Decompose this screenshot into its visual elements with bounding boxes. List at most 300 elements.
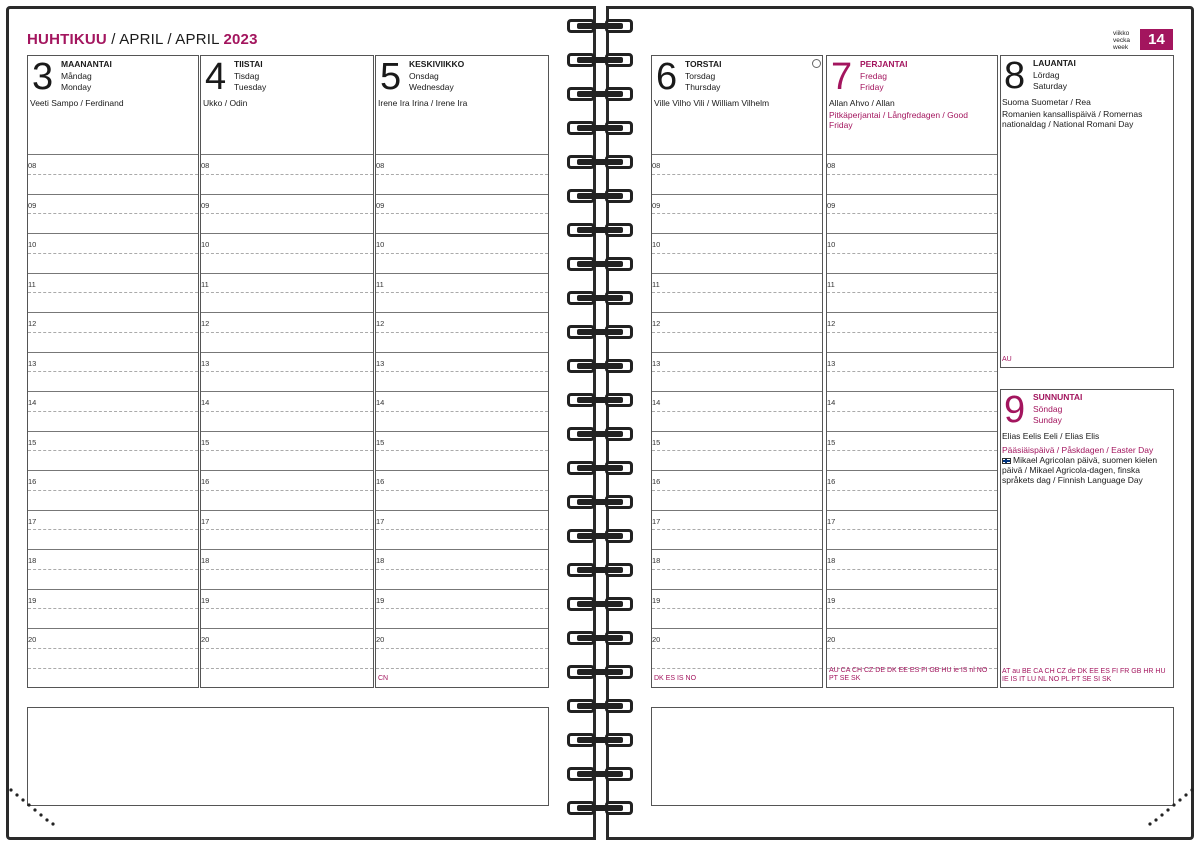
half-hour-line <box>652 213 822 214</box>
hour-label: 17 <box>28 516 37 526</box>
hour-slot[interactable] <box>28 628 198 668</box>
hour-line <box>28 391 198 392</box>
hour-slot[interactable] <box>28 470 198 510</box>
half-hour-line <box>201 450 373 451</box>
half-hour-line <box>28 332 198 333</box>
hour-label: 15 <box>28 437 37 447</box>
country-flags: AU CA CH CZ DE DK EE ES FI GB HU ie IS nl NO PT SE SK <box>829 667 988 682</box>
hour-slot[interactable] <box>201 549 373 589</box>
corner-perforation-right <box>1135 786 1195 826</box>
hour-line <box>28 352 198 353</box>
hour-line <box>652 194 822 195</box>
hour-slot[interactable] <box>827 470 997 510</box>
hour-label: 12 <box>376 319 385 328</box>
hour-slot[interactable] <box>376 589 548 629</box>
half-hour-line <box>827 529 997 530</box>
country-flags: DK ES IS NO <box>654 675 697 682</box>
hour-line <box>652 549 822 550</box>
day-name-sv: Tisdag <box>234 70 260 81</box>
day-name-fi: TORSTAI <box>685 59 722 69</box>
name-day: Elias Eelis Eeli / Elias Elis <box>1002 431 1100 441</box>
half-hour-line <box>652 174 822 175</box>
hour-slot[interactable] <box>28 549 198 589</box>
half-hour-line <box>376 450 548 451</box>
hour-slot[interactable] <box>201 431 373 471</box>
day-name-sv: Lördag <box>1033 69 1060 80</box>
half-hour-line <box>28 450 198 451</box>
half-hour-line <box>376 608 548 609</box>
hour-slot[interactable] <box>827 194 997 234</box>
hour-slot[interactable] <box>28 589 198 629</box>
hour-label: 18 <box>376 556 385 565</box>
day-column-thursday <box>651 55 823 688</box>
hour-label: 16 <box>827 477 836 486</box>
binder-ring <box>567 87 633 101</box>
week-label-en: week <box>1113 44 1129 51</box>
observance-text <box>1002 455 1170 485</box>
hour-slot[interactable] <box>28 312 198 352</box>
hour-label: 16 <box>201 477 210 486</box>
hour-label: 11 <box>652 279 660 289</box>
hour-line <box>376 668 548 669</box>
half-hour-line <box>827 371 997 372</box>
hour-label: 13 <box>28 358 37 368</box>
hour-slot[interactable] <box>652 273 822 313</box>
hour-label: 09 <box>376 200 385 210</box>
observance-label: Mikael Agricolan päivä, suomen kielen päivä / Mikael Agricola-dagen, finska språkets dag / Finnish Language Day <box>1002 455 1158 485</box>
day-name-fi: TIISTAI <box>234 59 263 69</box>
binder-ring <box>567 121 633 135</box>
hour-slot[interactable] <box>652 549 822 589</box>
binder-ring <box>567 291 633 305</box>
hour-label: 19 <box>376 595 385 605</box>
hour-line <box>827 233 997 234</box>
hour-slot[interactable] <box>376 194 548 234</box>
hour-label: 12 <box>827 319 836 328</box>
hour-slot[interactable] <box>827 391 997 431</box>
hour-slot[interactable] <box>376 470 548 510</box>
hour-line <box>376 391 548 392</box>
hour-slot[interactable] <box>652 154 822 194</box>
half-hour-line <box>28 648 198 649</box>
half-hour-line <box>652 450 822 451</box>
hour-line <box>376 312 548 313</box>
name-day: Suoma Suometar / Rea <box>1002 97 1091 107</box>
hour-line <box>201 549 373 550</box>
hour-line <box>201 194 373 195</box>
day-name-sv: Onsdag <box>409 70 439 81</box>
week-label-fi: viikko <box>1113 30 1130 37</box>
hour-line <box>28 154 198 155</box>
hour-line <box>201 628 373 629</box>
hour-line <box>28 194 198 195</box>
observance-text: Romanien kansallispäivä / Romernas nationaldag / National Romani Day <box>1002 109 1143 129</box>
hour-slot[interactable] <box>201 194 373 234</box>
hour-line <box>652 431 822 432</box>
half-hour-line <box>376 648 548 649</box>
hour-label: 11 <box>28 279 36 289</box>
sunday-content <box>1000 389 1174 688</box>
hour-line <box>652 352 822 353</box>
saturday-content <box>1000 55 1174 368</box>
day-number: 9 <box>1004 389 1026 431</box>
hour-label: 08 <box>652 161 661 170</box>
day-names <box>409 59 464 94</box>
half-hour-line <box>28 371 198 372</box>
hour-slot[interactable] <box>652 391 822 431</box>
notes-box-right[interactable] <box>651 707 1174 806</box>
hour-label: 19 <box>827 595 836 605</box>
hour-line <box>28 470 198 471</box>
day-name-sv: Måndag <box>61 70 92 81</box>
hour-slot[interactable] <box>28 233 198 273</box>
hour-slot[interactable] <box>652 510 822 550</box>
binder-ring <box>567 427 633 441</box>
hour-label: 14 <box>827 398 836 407</box>
hour-slot[interactable] <box>652 589 822 629</box>
hour-line <box>28 510 198 511</box>
half-hour-line <box>827 332 997 333</box>
hour-label: 17 <box>201 516 210 526</box>
hour-label: 18 <box>652 556 661 565</box>
half-hour-line <box>376 529 548 530</box>
hour-label: 20 <box>652 635 661 644</box>
day-column-wednesday <box>375 55 549 688</box>
hour-label: 09 <box>28 200 37 210</box>
hour-slot[interactable] <box>376 352 548 392</box>
hour-slot[interactable] <box>376 549 548 589</box>
hour-line <box>28 312 198 313</box>
half-hour-line <box>827 253 997 254</box>
binder-ring <box>567 393 633 407</box>
hour-slot[interactable] <box>827 589 997 629</box>
hour-slot[interactable] <box>376 628 548 668</box>
hour-slot[interactable] <box>28 391 198 431</box>
country-flags: AU <box>1002 356 1012 363</box>
day-column-monday <box>27 55 199 688</box>
binder-ring <box>567 801 633 815</box>
name-day: Veeti Sampo / Ferdinand <box>30 98 124 108</box>
day-names <box>1033 58 1076 93</box>
hour-slot[interactable] <box>201 628 373 668</box>
half-hour-line <box>376 213 548 214</box>
hour-line <box>827 628 997 629</box>
hour-line <box>201 233 373 234</box>
hour-label: 09 <box>652 200 661 210</box>
day-names <box>1033 392 1082 427</box>
half-hour-line <box>652 529 822 530</box>
half-hour-line <box>652 371 822 372</box>
hour-line <box>201 154 373 155</box>
hour-label: 08 <box>28 161 37 170</box>
binder-ring <box>567 767 633 781</box>
half-hour-line <box>201 253 373 254</box>
half-hour-line <box>652 490 822 491</box>
hour-label: 15 <box>652 437 661 447</box>
country-flags: CN <box>378 675 389 682</box>
hour-slot[interactable] <box>376 312 548 352</box>
hour-label: 08 <box>827 161 836 170</box>
hour-slot[interactable] <box>652 352 822 392</box>
half-hour-line <box>201 213 373 214</box>
hour-label: 16 <box>28 477 37 486</box>
month-other-languages: / APRIL / APRIL <box>106 31 224 48</box>
hour-label: 14 <box>201 398 210 407</box>
half-hour-line <box>376 371 548 372</box>
hour-line <box>201 510 373 511</box>
hour-label: 16 <box>376 477 385 486</box>
half-hour-line <box>827 490 997 491</box>
hour-slot[interactable] <box>827 352 997 392</box>
half-hour-line <box>376 332 548 333</box>
day-name-en: Saturday <box>1033 81 1068 91</box>
hour-line <box>827 549 997 550</box>
half-hour-line <box>28 213 198 214</box>
half-hour-line <box>652 411 822 412</box>
half-hour-line <box>652 332 822 333</box>
binder-ring <box>567 223 633 237</box>
hour-slot[interactable] <box>201 391 373 431</box>
hour-label: 20 <box>827 635 836 644</box>
half-hour-line <box>827 213 997 214</box>
hour-line <box>376 589 548 590</box>
day-name-sv: Torsdag <box>685 70 716 81</box>
hour-label: 16 <box>652 477 661 486</box>
day-names <box>234 59 266 94</box>
day-number: 8 <box>1004 55 1026 97</box>
hour-slot[interactable] <box>652 470 822 510</box>
hour-slot[interactable] <box>28 273 198 313</box>
hour-label: 09 <box>827 200 836 210</box>
day-name-en: Sunday <box>1033 415 1062 425</box>
hour-line <box>827 431 997 432</box>
hour-label: 10 <box>28 240 37 249</box>
hour-slot[interactable] <box>652 233 822 273</box>
hour-line <box>201 589 373 590</box>
hour-line <box>652 628 822 629</box>
hour-line <box>827 589 997 590</box>
hour-line <box>376 470 548 471</box>
half-hour-line <box>376 253 548 254</box>
name-day: Ville Vilho Vili / William Vilhelm <box>654 98 770 108</box>
day-name-fi: MAANANTAI <box>61 59 112 69</box>
half-hour-line <box>827 569 997 570</box>
hour-line <box>652 312 822 313</box>
hour-line <box>652 273 822 274</box>
hour-label: 14 <box>28 398 37 407</box>
day-box-saturday <box>1000 55 1174 368</box>
hour-slot[interactable] <box>201 312 373 352</box>
hour-label: 15 <box>376 437 385 447</box>
hour-slot[interactable] <box>28 352 198 392</box>
hour-slot[interactable] <box>652 312 822 352</box>
day-name-fi: PERJANTAI <box>860 59 908 69</box>
hour-label: 18 <box>827 556 836 565</box>
hour-line <box>827 273 997 274</box>
hour-line <box>652 154 822 155</box>
hour-slot[interactable] <box>827 233 997 273</box>
binder-ring <box>567 257 633 271</box>
hour-line <box>201 273 373 274</box>
hour-slot[interactable] <box>376 431 548 471</box>
hour-line <box>827 352 997 353</box>
binder-ring <box>567 53 633 67</box>
day-number: 3 <box>32 56 54 98</box>
binder-ring <box>567 461 633 475</box>
hour-slot[interactable] <box>376 154 548 194</box>
day-column-tuesday <box>200 55 374 688</box>
hour-line <box>376 510 548 511</box>
hour-slot[interactable] <box>201 154 373 194</box>
half-hour-line <box>28 608 198 609</box>
hour-line <box>376 233 548 234</box>
hour-line <box>827 510 997 511</box>
binder-ring <box>567 563 633 577</box>
hour-slot[interactable] <box>201 510 373 550</box>
binder-ring <box>567 631 633 645</box>
hour-label: 20 <box>376 635 385 644</box>
hour-line <box>827 312 997 313</box>
hour-line <box>28 431 198 432</box>
hour-line <box>827 391 997 392</box>
hour-label: 19 <box>652 595 661 605</box>
half-hour-line <box>652 292 822 293</box>
half-hour-line <box>827 411 997 412</box>
hour-label: 15 <box>827 437 836 447</box>
year: 2023 <box>223 31 258 48</box>
hour-label: 10 <box>376 240 385 249</box>
hour-line <box>652 470 822 471</box>
hour-slot[interactable] <box>827 273 997 313</box>
hour-label: 17 <box>376 516 385 526</box>
hour-line <box>827 154 997 155</box>
hour-line <box>201 391 373 392</box>
binder-ring <box>567 529 633 543</box>
hour-label: 10 <box>827 240 836 249</box>
hour-slot[interactable] <box>827 549 997 589</box>
hour-label: 20 <box>201 635 210 644</box>
hour-slot[interactable] <box>827 431 997 471</box>
hour-label: 14 <box>376 398 385 407</box>
binder-ring <box>567 325 633 339</box>
half-hour-line <box>201 174 373 175</box>
week-label-sv: vecka <box>1113 37 1130 44</box>
hour-slot[interactable] <box>28 154 198 194</box>
hour-line <box>652 589 822 590</box>
day-names <box>860 59 908 94</box>
month-header <box>27 31 258 48</box>
hour-slot[interactable] <box>201 352 373 392</box>
hour-slot[interactable] <box>201 589 373 629</box>
hour-line <box>827 470 997 471</box>
hour-line <box>827 194 997 195</box>
half-hour-line <box>201 371 373 372</box>
hour-slot[interactable] <box>827 510 997 550</box>
hour-slot[interactable] <box>28 431 198 471</box>
hour-line <box>376 352 548 353</box>
day-name-sv: Fredag <box>860 70 887 81</box>
hour-label: 15 <box>201 437 210 447</box>
hour-slot[interactable] <box>201 470 373 510</box>
hour-slot[interactable] <box>652 628 822 668</box>
half-hour-line <box>28 490 198 491</box>
hour-slot[interactable] <box>827 154 997 194</box>
hour-slot[interactable] <box>28 510 198 550</box>
half-hour-line <box>376 174 548 175</box>
hour-slot[interactable] <box>376 391 548 431</box>
half-hour-line <box>376 411 548 412</box>
day-name-en: Friday <box>860 82 884 92</box>
hour-slot[interactable] <box>376 510 548 550</box>
hour-slot[interactable] <box>652 431 822 471</box>
day-names <box>61 59 112 94</box>
day-name-en: Wednesday <box>409 82 454 92</box>
hour-line <box>28 589 198 590</box>
name-day: Ukko / Odin <box>203 98 248 108</box>
hour-line <box>201 668 373 669</box>
notes-box-left[interactable] <box>27 707 549 806</box>
day-box-sunday <box>1000 389 1174 688</box>
hour-line <box>28 549 198 550</box>
half-hour-line <box>376 292 548 293</box>
hour-line <box>28 233 198 234</box>
hour-label: 08 <box>201 161 210 170</box>
hour-slot[interactable] <box>201 273 373 313</box>
half-hour-line <box>376 490 548 491</box>
hour-line <box>376 194 548 195</box>
hour-label: 11 <box>376 279 384 289</box>
hour-label: 18 <box>201 556 210 565</box>
name-day: Irene Ira Irina / Irene Ira <box>378 98 468 108</box>
half-hour-line <box>201 292 373 293</box>
day-column-friday <box>826 55 998 688</box>
hour-slot[interactable] <box>28 194 198 234</box>
half-hour-line <box>376 569 548 570</box>
half-hour-line <box>652 648 822 649</box>
day-name-en: Monday <box>61 82 92 92</box>
half-hour-line <box>28 529 198 530</box>
half-hour-line <box>201 411 373 412</box>
day-name-fi: SUNNUNTAI <box>1033 392 1083 402</box>
binder-ring <box>567 495 633 509</box>
hour-line <box>201 431 373 432</box>
hour-label: 08 <box>376 161 385 170</box>
day-number: 4 <box>205 56 227 98</box>
binder-ring <box>567 733 633 747</box>
hour-label: 09 <box>201 200 210 210</box>
hour-slot[interactable] <box>827 628 997 668</box>
half-hour-line <box>827 292 997 293</box>
day-names <box>685 59 722 94</box>
hour-line <box>201 312 373 313</box>
corner-perforation-left <box>8 786 68 826</box>
half-hour-line <box>28 174 198 175</box>
hour-slot[interactable] <box>652 194 822 234</box>
hour-slot[interactable] <box>827 312 997 352</box>
day-number: 7 <box>831 56 853 98</box>
hour-label: 14 <box>652 398 661 407</box>
day-name-sv: Söndag <box>1033 403 1063 414</box>
hour-label: 10 <box>201 240 210 249</box>
hour-slot[interactable] <box>376 273 548 313</box>
hour-slot[interactable] <box>376 233 548 273</box>
hour-line <box>376 549 548 550</box>
half-hour-line <box>28 569 198 570</box>
binder-ring <box>567 665 633 679</box>
holiday-name: Pitkäperjantai / Långfredagen / Good Friday <box>829 110 968 130</box>
hour-slot[interactable] <box>201 233 373 273</box>
hour-label: 13 <box>201 358 210 368</box>
